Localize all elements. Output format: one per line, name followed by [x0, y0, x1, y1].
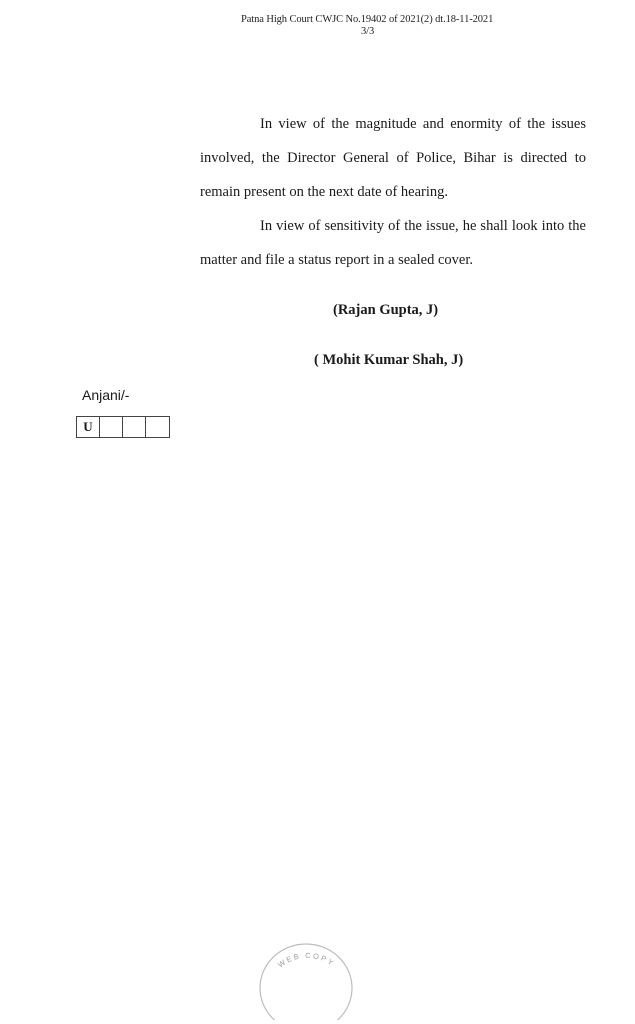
paragraph-1: In view of the magnitude and enormity of the issues involved, the Director General of Police, Bihar is directed to remain present on the next date of hearing.	[200, 116, 586, 200]
grid-cell-2	[100, 417, 123, 437]
page-number: 3/3	[361, 26, 375, 37]
grid-cell-3	[123, 417, 146, 437]
case-reference: Patna High Court CWJC No.19402 of 2021(2) dt.18-11-2021	[241, 14, 494, 25]
grid-cell-1: U	[77, 417, 100, 437]
paragraph-2: In view of sensitivity of the issue, he shall look into the matter and file a status report in a sealed cover.	[200, 218, 586, 268]
grid-cell-4	[146, 417, 169, 437]
web-copy-seal	[258, 940, 354, 1020]
judge-signature-1: (Rajan Gupta, J)	[333, 302, 439, 318]
clerk-initials: Anjani/-	[82, 387, 130, 403]
status-grid	[76, 416, 170, 438]
svg-text:WEB COPY: WEB COPY	[276, 950, 337, 970]
judge-signature-2: ( Mohit Kumar Shah, J)	[314, 352, 464, 368]
